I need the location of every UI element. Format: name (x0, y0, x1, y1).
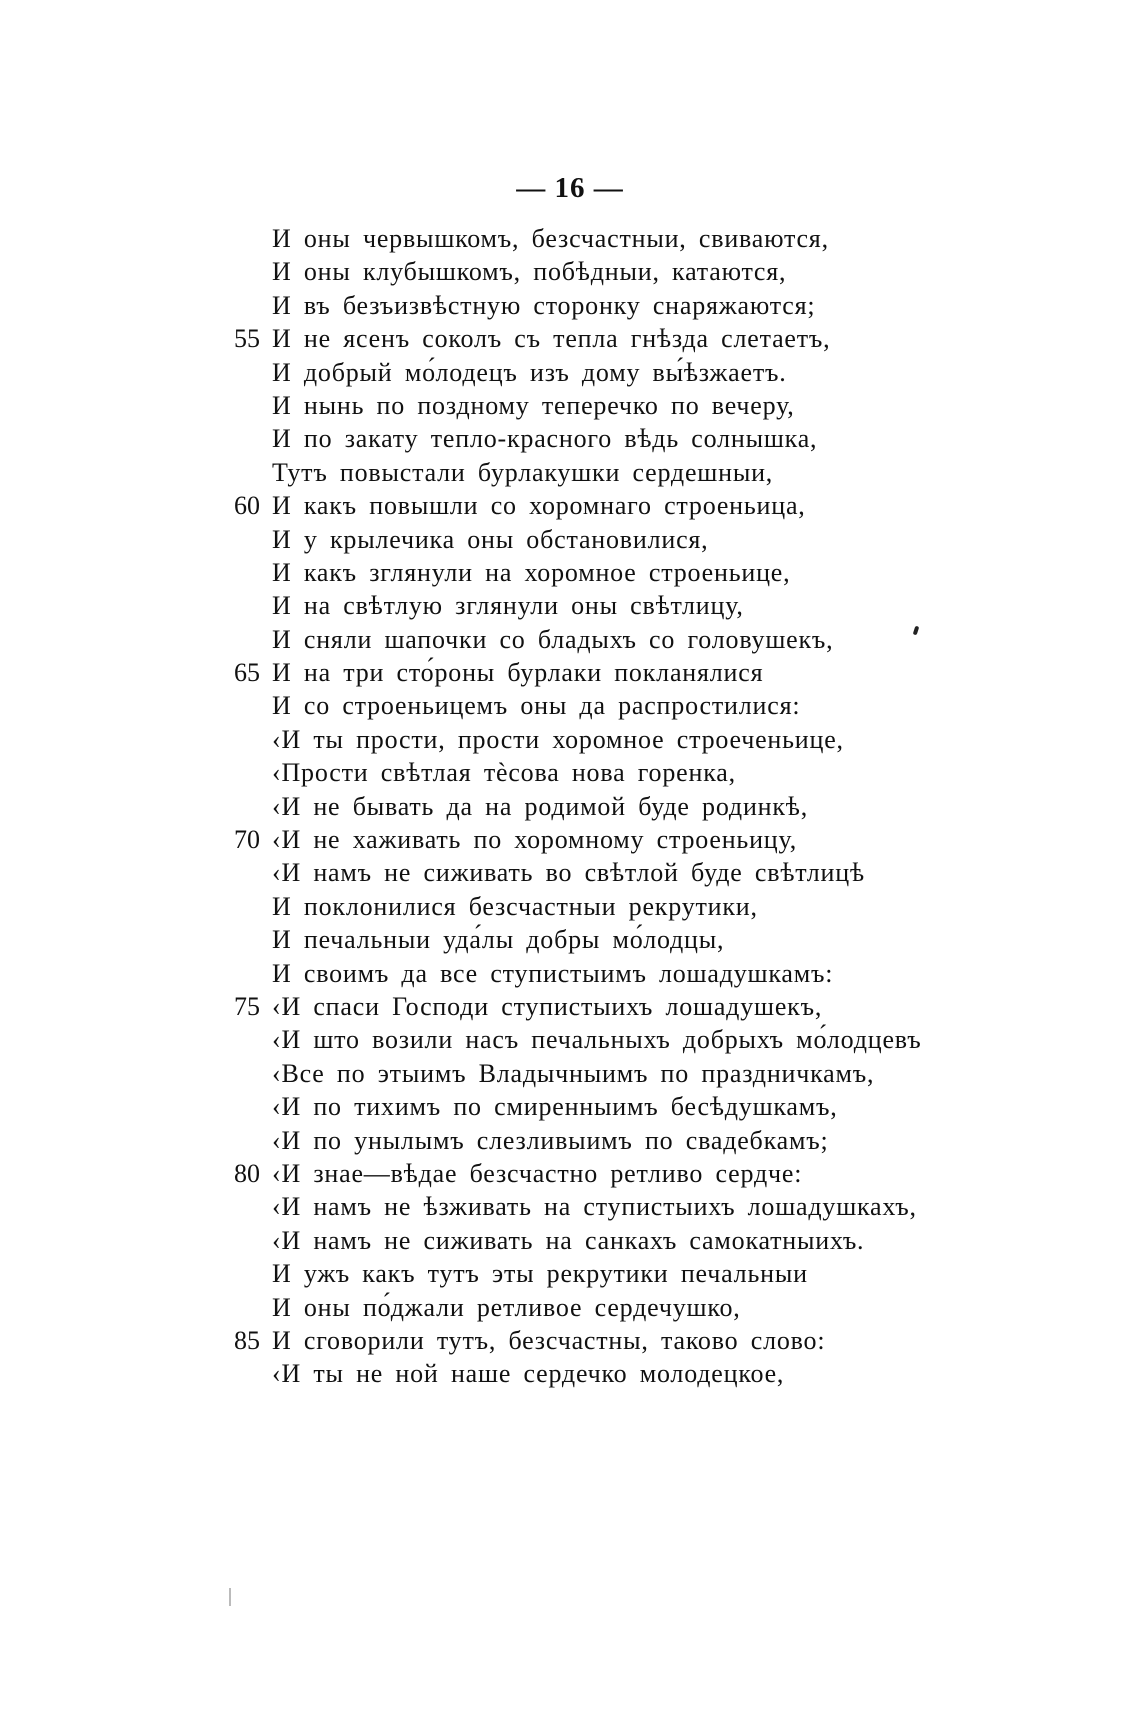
line-number: 80 (234, 1158, 260, 1188)
verse-text: ‹И по унылымъ слезливыимъ по свадебкамъ; (272, 1125, 829, 1155)
verse-text: ‹И по тихимъ по смиренныимъ бесѣдушкамъ, (272, 1092, 838, 1122)
verse-line (0, 1357, 1140, 1390)
verse-line (0, 823, 1140, 856)
verse-line (0, 756, 1140, 789)
verse-text: Тутъ повыстали бурлакушки сердешныи, (272, 457, 774, 487)
verse-text: И на три сто́роны бурлаки покланялися (272, 658, 764, 688)
verse-line (0, 1057, 1140, 1090)
verse-text: И по закату тепло-красного вѣдь солнышка, (272, 424, 818, 454)
verse-text: ‹И не бывать да на родимой буде родинкѣ, (272, 791, 809, 821)
verse-text: И въ безъизвѣстную сторонку снаряжаются; (272, 290, 816, 320)
verse-line (0, 1090, 1140, 1123)
verse-line (0, 1324, 1140, 1357)
verse-text: И сняли шапочки со бладыхъ со головушекъ, (272, 624, 834, 654)
verse-text: И какъ повышли со хоромнаго строеньица, (272, 491, 806, 521)
verse-line (0, 723, 1140, 756)
verse-line (0, 589, 1140, 622)
verse-line (0, 1291, 1140, 1324)
verse-line (0, 856, 1140, 889)
verse-line (0, 689, 1140, 722)
verse-text: И оны по́джали ретливое сердечушко, (272, 1292, 741, 1322)
page-edge-mark (229, 1588, 231, 1606)
verse-text: И со строеньицемъ оны да распростилися: (272, 691, 801, 721)
line-number: 55 (234, 324, 260, 354)
verse-line (0, 656, 1140, 689)
verse-line (0, 923, 1140, 956)
verse-line (0, 990, 1140, 1023)
line-number: 60 (234, 491, 260, 521)
verse-text: И оны червышкомъ, безсчастныи, свиваются, (272, 224, 829, 253)
verse-text: ‹И не хаживать по хоромному строеньицу, (272, 825, 798, 855)
verse-block (0, 222, 1140, 1391)
verse-line (0, 289, 1140, 322)
verse-text: ‹Прости свѣтлая тѐсова нова горенка, (272, 758, 736, 788)
verse-text: И поклонилися безсчастныи рекрутики, (272, 891, 758, 921)
verse-line (0, 1023, 1140, 1056)
verse-line (0, 1157, 1140, 1190)
verse-line (0, 489, 1140, 522)
verse-text: ‹И ты не ной наше сердечко молодецкое, (272, 1359, 785, 1389)
verse-text: ‹И намъ не ѣзживать на ступистыихъ лошадушкахъ, (272, 1192, 917, 1222)
verse-line (0, 623, 1140, 656)
verse-text: И сговорили тутъ, безсчастны, таково слово: (272, 1325, 826, 1355)
verse-line (0, 422, 1140, 455)
verse-text: И не ясенъ соколъ съ тепла гнѣзда слетаетъ, (272, 324, 831, 354)
verse-line (0, 556, 1140, 589)
verse-text: И на свѣтлую зглянули оны свѣтлицу, (272, 591, 744, 621)
verse-text: И добрый мо́лодецъ изъ дому вы́ѣзжаетъ. (272, 357, 787, 387)
verse-line (0, 356, 1140, 389)
verse-text: И нынь по поздному теперечко по вечеру, (272, 390, 795, 420)
line-number: 70 (234, 825, 260, 855)
verse-line (0, 523, 1140, 556)
verse-line (0, 389, 1140, 422)
verse-line (0, 890, 1140, 923)
verse-text: И своимъ да все ступистыимъ лошадушкамъ: (272, 958, 834, 988)
verse-line (0, 255, 1140, 288)
verse-line (0, 1124, 1140, 1157)
verse-text: И печальныи уда́лы добры мо́лодцы, (272, 925, 725, 955)
verse-text: ‹И ты прости, прости хоромное строеченьице, (272, 724, 844, 754)
verse-line (0, 222, 1140, 255)
verse-line (0, 322, 1140, 355)
verse-line (0, 456, 1140, 489)
verse-line (0, 790, 1140, 823)
line-number: 65 (234, 658, 260, 688)
verse-line (0, 1257, 1140, 1290)
verse-line (0, 1224, 1140, 1257)
verse-line (0, 1190, 1140, 1223)
page-number: — 16 — (516, 172, 624, 204)
verse-text: И оны клубышкомъ, побѣдныи, катаются, (272, 257, 787, 287)
verse-text: И какъ зглянули на хоромное строеньице, (272, 557, 791, 587)
verse-text: И ужъ какъ тутъ эты рекрутики печальныи (272, 1259, 808, 1289)
verse-text: ‹И намъ не сиживать во свѣтлой буде свѣтлицѣ (272, 858, 865, 888)
line-number: 85 (234, 1325, 260, 1355)
line-number: 75 (234, 991, 260, 1021)
verse-text: ‹И намъ не сиживать на санкахъ самокатныихъ. (272, 1225, 865, 1255)
verse-text: ‹Все по этыимъ Владычныимъ по праздничкамъ, (272, 1058, 875, 1088)
verse-text: ‹И спаси Господи ступистыихъ лошадушекъ, (272, 991, 823, 1021)
verse-text: ‹И што возили насъ печальныхъ добрыхъ мо́лодцевъ (272, 1025, 922, 1055)
verse-line (0, 957, 1140, 990)
verse-text: ‹И знае—вѣдае безсчастно ретливо сердче: (272, 1158, 803, 1188)
verse-text: И у крылечика оны обстановилися, (272, 524, 709, 554)
